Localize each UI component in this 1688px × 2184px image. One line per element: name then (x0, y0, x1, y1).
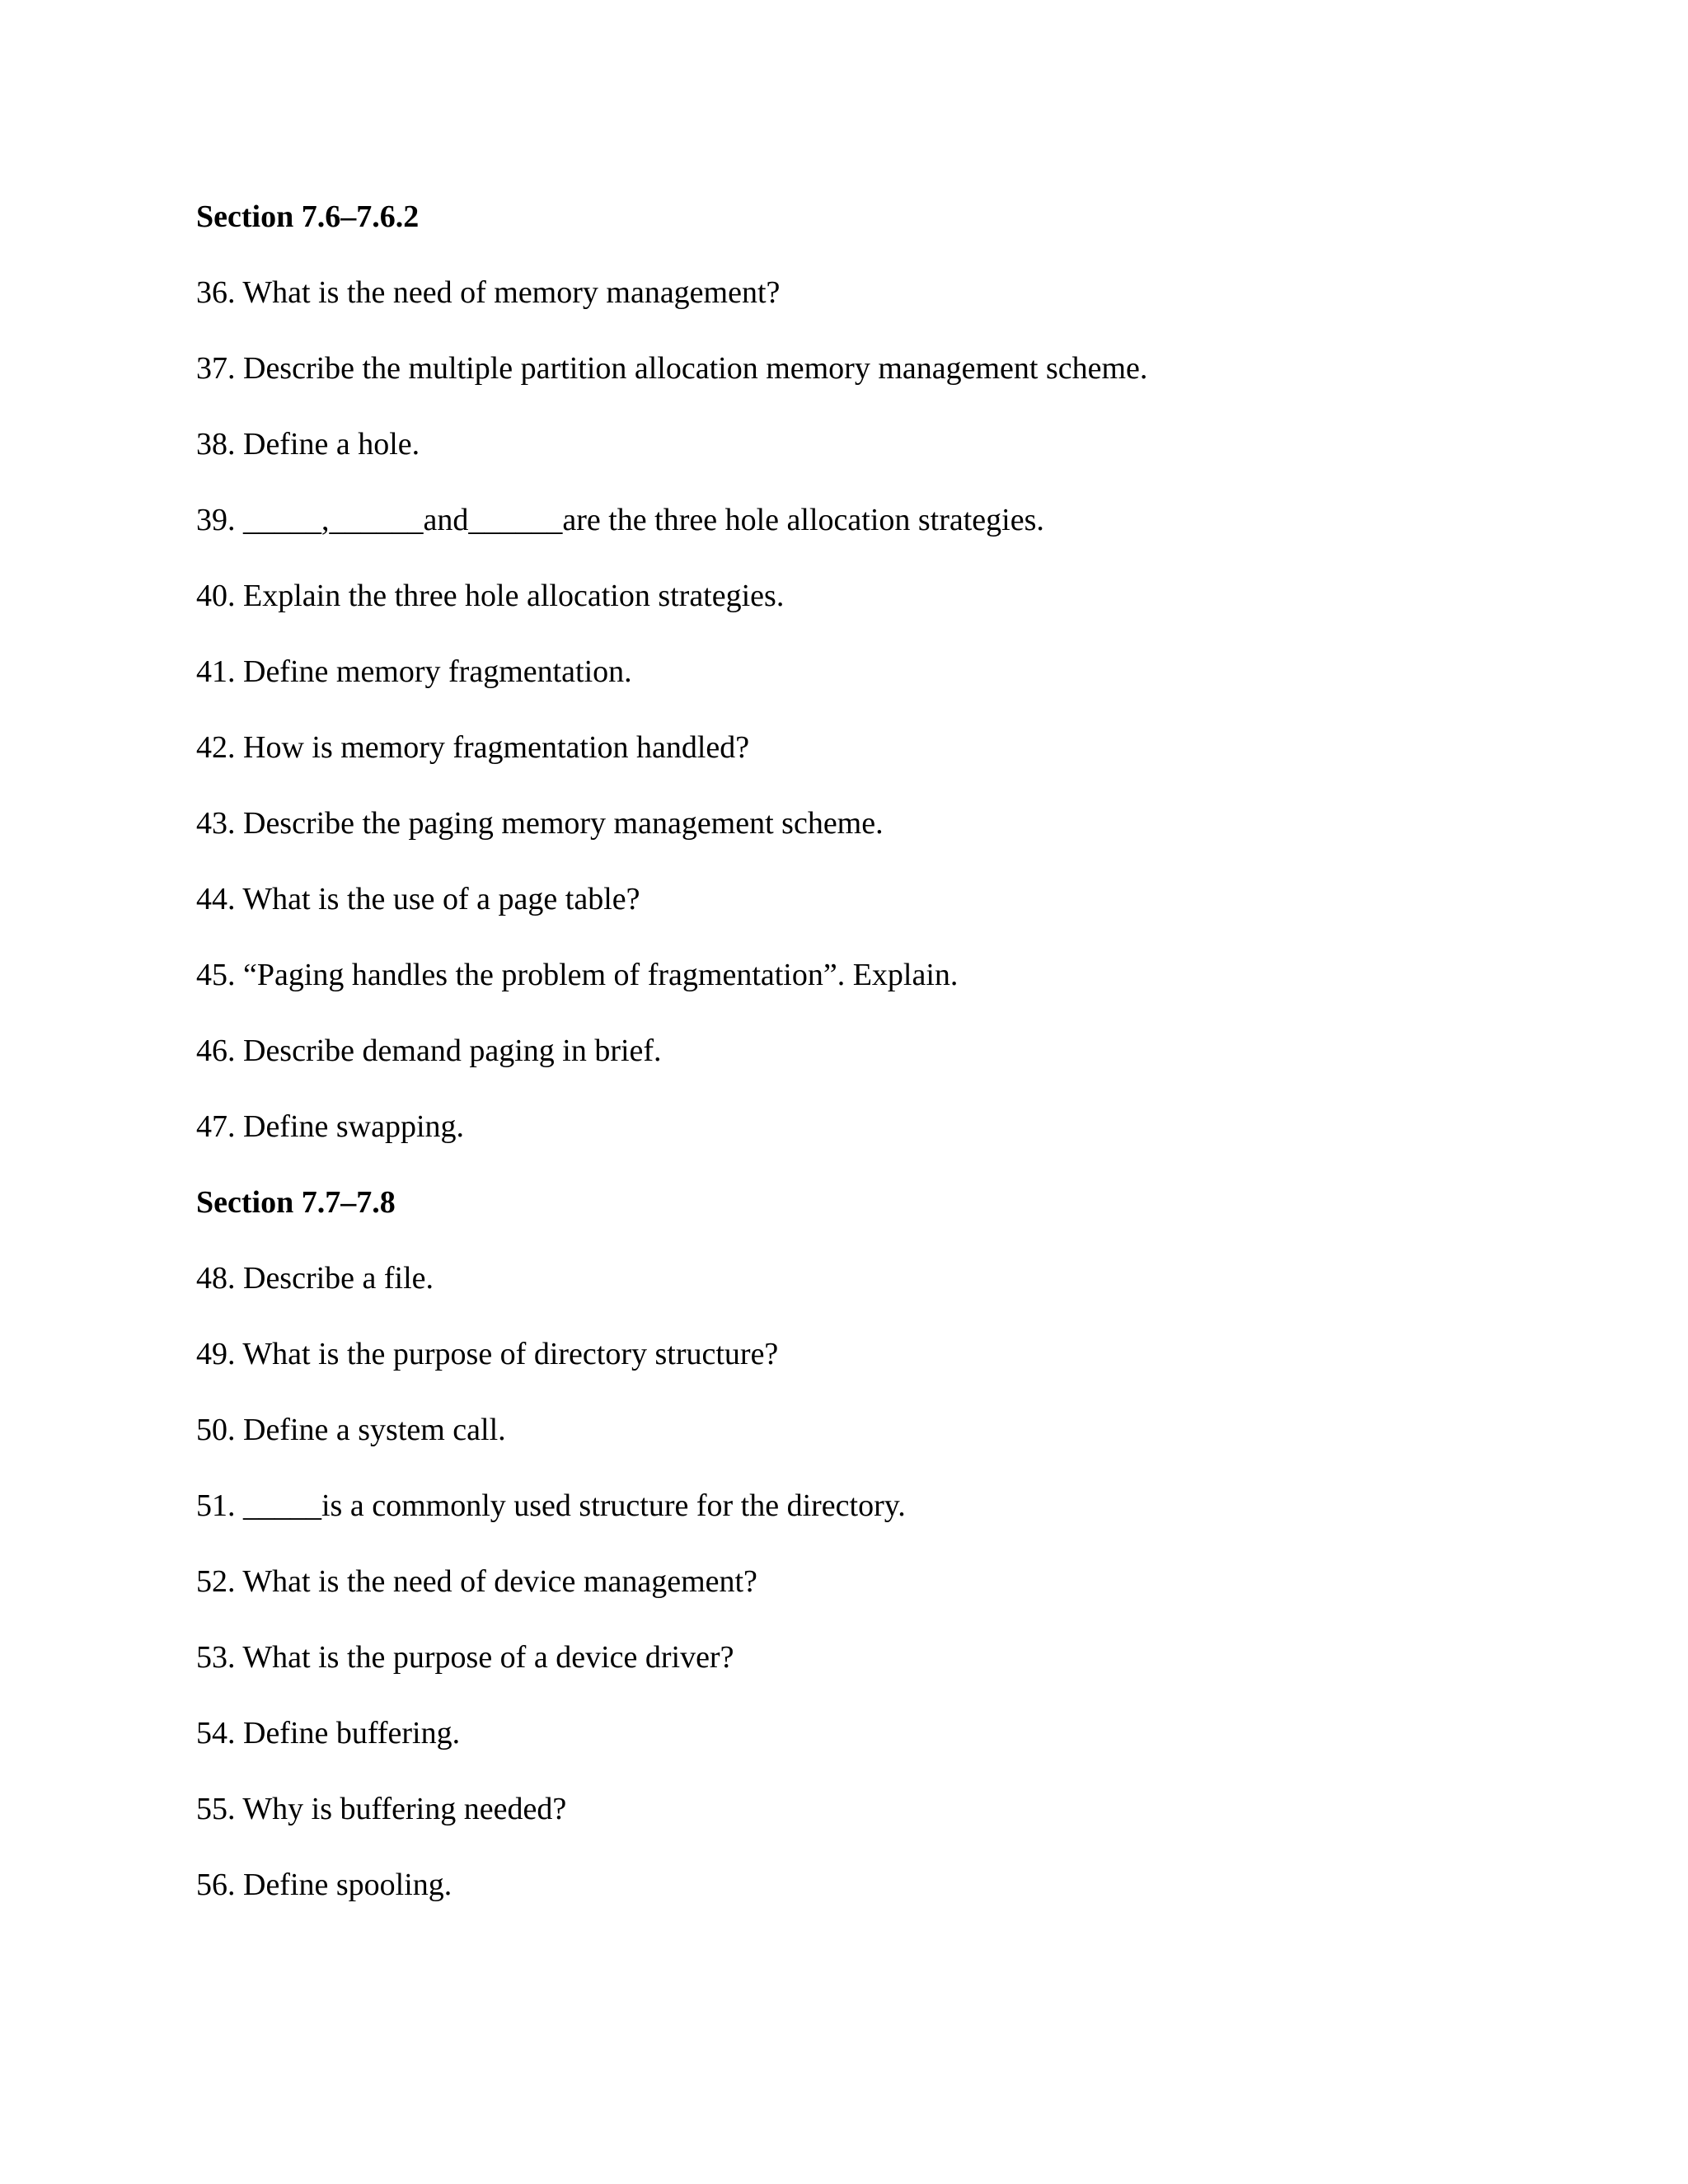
question-50: 50. Define a system call. (196, 1413, 506, 1447)
question-49: 49. What is the purpose of directory structure? (196, 1337, 779, 1371)
question-54: 54. Define buffering. (196, 1716, 461, 1750)
question-36: 36. What is the need of memory management? (196, 275, 781, 310)
question-37: 37. Describe the multiple partition allocation memory management scheme. (196, 351, 1148, 386)
question-55: 55. Why is buffering needed? (196, 1792, 567, 1826)
question-45: 45. “Paging handles the problem of fragmentation”. Explain. (196, 958, 959, 992)
question-53: 53. What is the purpose of a device driver? (196, 1640, 734, 1675)
question-48: 48. Describe a file. (196, 1261, 434, 1296)
document-page (196, 198, 1597, 1904)
question-46: 46. Describe demand paging in brief. (196, 1033, 662, 1068)
question-42: 42. How is memory fragmentation handled? (196, 730, 750, 765)
question-40: 40. Explain the three hole allocation strategies. (196, 579, 785, 613)
question-56: 56. Define spooling. (196, 1868, 452, 1902)
question-41: 41. Define memory fragmentation. (196, 654, 632, 689)
question-47: 47. Define swapping. (196, 1109, 465, 1144)
section-heading: Section 7.7–7.8 (196, 1185, 396, 1220)
section-heading: Section 7.6–7.6.2 (196, 199, 420, 234)
question-51: 51. _____is a commonly used structure for the directory. (196, 1488, 906, 1523)
question-44: 44. What is the use of a page table? (196, 882, 640, 916)
question-39: 39. _____,______and______are the three hole allocation strategies. (196, 503, 1044, 537)
question-52: 52. What is the need of device management? (196, 1564, 757, 1599)
question-38: 38. Define a hole. (196, 427, 420, 462)
question-43: 43. Describe the paging memory management scheme. (196, 806, 884, 841)
